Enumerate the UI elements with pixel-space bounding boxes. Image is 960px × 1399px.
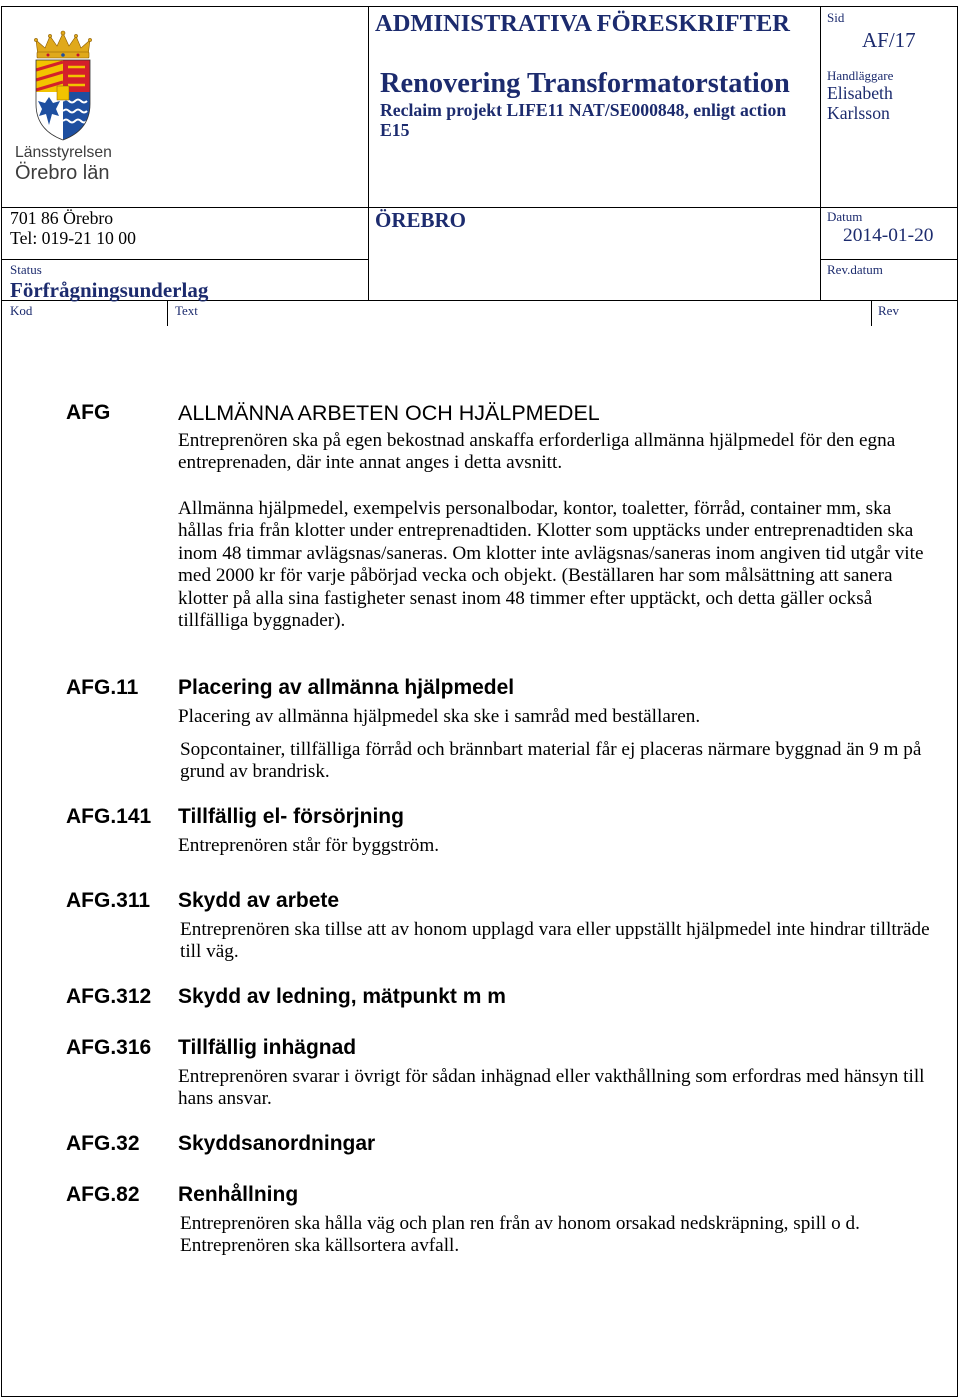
header-rule-2-right xyxy=(820,259,958,260)
coat-of-arms-icon xyxy=(28,30,98,142)
section-code: AFG.312 xyxy=(66,985,152,1008)
handlaggare-name: Elisabeth Karlsson xyxy=(827,83,893,123)
paragraph-line: Sopcontainer, tillfälliga förråd och brännbart material får ej placeras närmare byggnad än 9 m på xyxy=(180,738,922,760)
section-code: AFG.316 xyxy=(66,1036,152,1059)
section-code: AFG xyxy=(66,401,111,424)
column-divider-rev xyxy=(871,300,872,326)
page-frame xyxy=(1,6,958,1397)
section-heading: ALLMÄNNA ARBETEN OCH HJÄLPMEDEL xyxy=(178,401,600,425)
paragraph-line: Placering av allmänna hjälpmedel ska ske i samråd med beställaren. xyxy=(178,705,701,727)
paragraph-line: tillfälliga byggnader). xyxy=(178,610,346,631)
section-heading: Skyddsanordningar xyxy=(178,1132,376,1155)
paragraph-line: hans ansvar. xyxy=(178,1088,272,1109)
column-label-kod: Kod xyxy=(10,303,33,318)
handlaggare-label: Handläggare xyxy=(827,68,894,83)
paragraph-line: hållas fria från klotter under entreprenadtiden. Klotter som upptäcks under entreprenadtiden ska xyxy=(178,520,914,541)
column-label-text: Text xyxy=(175,303,198,318)
project-subtitle: Reclaim projekt LIFE11 NAT/SE000848, enligt action E15 xyxy=(380,100,787,140)
rev-datum-label: Rev.datum xyxy=(827,262,883,277)
paragraph-line: Entreprenören ska tillse att av honom upplagd vara eller uppställt hjälpmedel inte hindrar tillträde xyxy=(180,918,930,940)
sid-value: AF/17 xyxy=(862,28,916,52)
header-rule-2-left xyxy=(1,259,368,260)
paragraph-line: entreprenaden, där inte annat anges i detta avsnitt. xyxy=(178,452,563,473)
document-type-title: ADMINISTRATIVA FÖRESKRIFTER xyxy=(375,10,790,37)
status-value: Förfrågningsunderlag xyxy=(10,278,209,302)
section-heading: Tillfällig el- försörjning xyxy=(178,805,404,828)
paragraph-line: med 2000 kr för varje påbörjad vecka och objekt. (Beställaren har som målsättning att sanera xyxy=(178,565,893,586)
header-divider-right xyxy=(820,6,821,300)
paragraph-line: Entreprenören svarar i övrigt för sådan inhägnad eller vakthållning som erfordras med hänsyn till xyxy=(178,1065,925,1087)
datum-value: 2014-01-20 xyxy=(843,225,934,246)
section-code: AFG.311 xyxy=(66,889,151,912)
section-code: AFG.32 xyxy=(66,1132,140,1155)
status-label: Status xyxy=(10,262,42,277)
paragraph-line: Entreprenören ska källsortera avfall. xyxy=(180,1235,460,1256)
postal-address: 701 86 Örebro xyxy=(10,208,114,228)
header-rule-1 xyxy=(1,207,958,208)
paragraph-line: klotter på alla sina fastigheter senast inom 48 timmer efter upptäckt, och detta gäller också xyxy=(178,587,873,609)
logo-text-line1: Länsstyrelsen xyxy=(15,144,112,161)
paragraph-line: Allmänna hjälpmedel, exempelvis personalbodar, kontor, toaletter, förråd, container mm, ska xyxy=(178,497,892,519)
datum-label: Datum xyxy=(827,209,863,224)
section-heading: Placering av allmänna hjälpmedel xyxy=(178,676,515,699)
paragraph-line: till väg. xyxy=(180,941,239,962)
column-divider-kod xyxy=(167,300,168,326)
header-divider-left xyxy=(368,6,369,300)
project-title: Renovering Transformatorstation xyxy=(380,68,790,99)
paragraph-line: Entreprenören ska på egen bekostnad anskaffa erforderliga allmänna hjälpmedel för den egna xyxy=(178,429,896,451)
section-heading: Skydd av ledning, mätpunkt m m xyxy=(178,985,506,1008)
city-name: ÖREBRO xyxy=(375,208,467,232)
paragraph-line: grund av brandrisk. xyxy=(180,761,330,782)
paragraph-line: Entreprenören står för byggström. xyxy=(178,834,440,856)
paragraph-line: Entreprenören ska hålla väg och plan ren från av honom orsakad nedskräpning, spill o d. xyxy=(180,1212,860,1234)
section-code: AFG.82 xyxy=(66,1183,140,1206)
section-heading: Skydd av arbete xyxy=(178,889,340,912)
logo-text-line2: Örebro län xyxy=(15,162,110,184)
section-heading: Renhållning xyxy=(178,1183,299,1206)
section-heading: Tillfällig inhägnad xyxy=(178,1036,357,1059)
section-code: AFG.11 xyxy=(66,676,139,699)
sid-label: Sid xyxy=(827,10,845,25)
column-label-rev: Rev xyxy=(878,303,899,318)
section-code: AFG.141 xyxy=(66,805,152,828)
phone-number: Tel: 019-21 10 00 xyxy=(10,228,136,248)
paragraph-line: inom 48 timmar avlägsnas/saneras. Om klotter inte avlägsnas/saneras inom angiven tid utgår vite xyxy=(178,542,924,564)
